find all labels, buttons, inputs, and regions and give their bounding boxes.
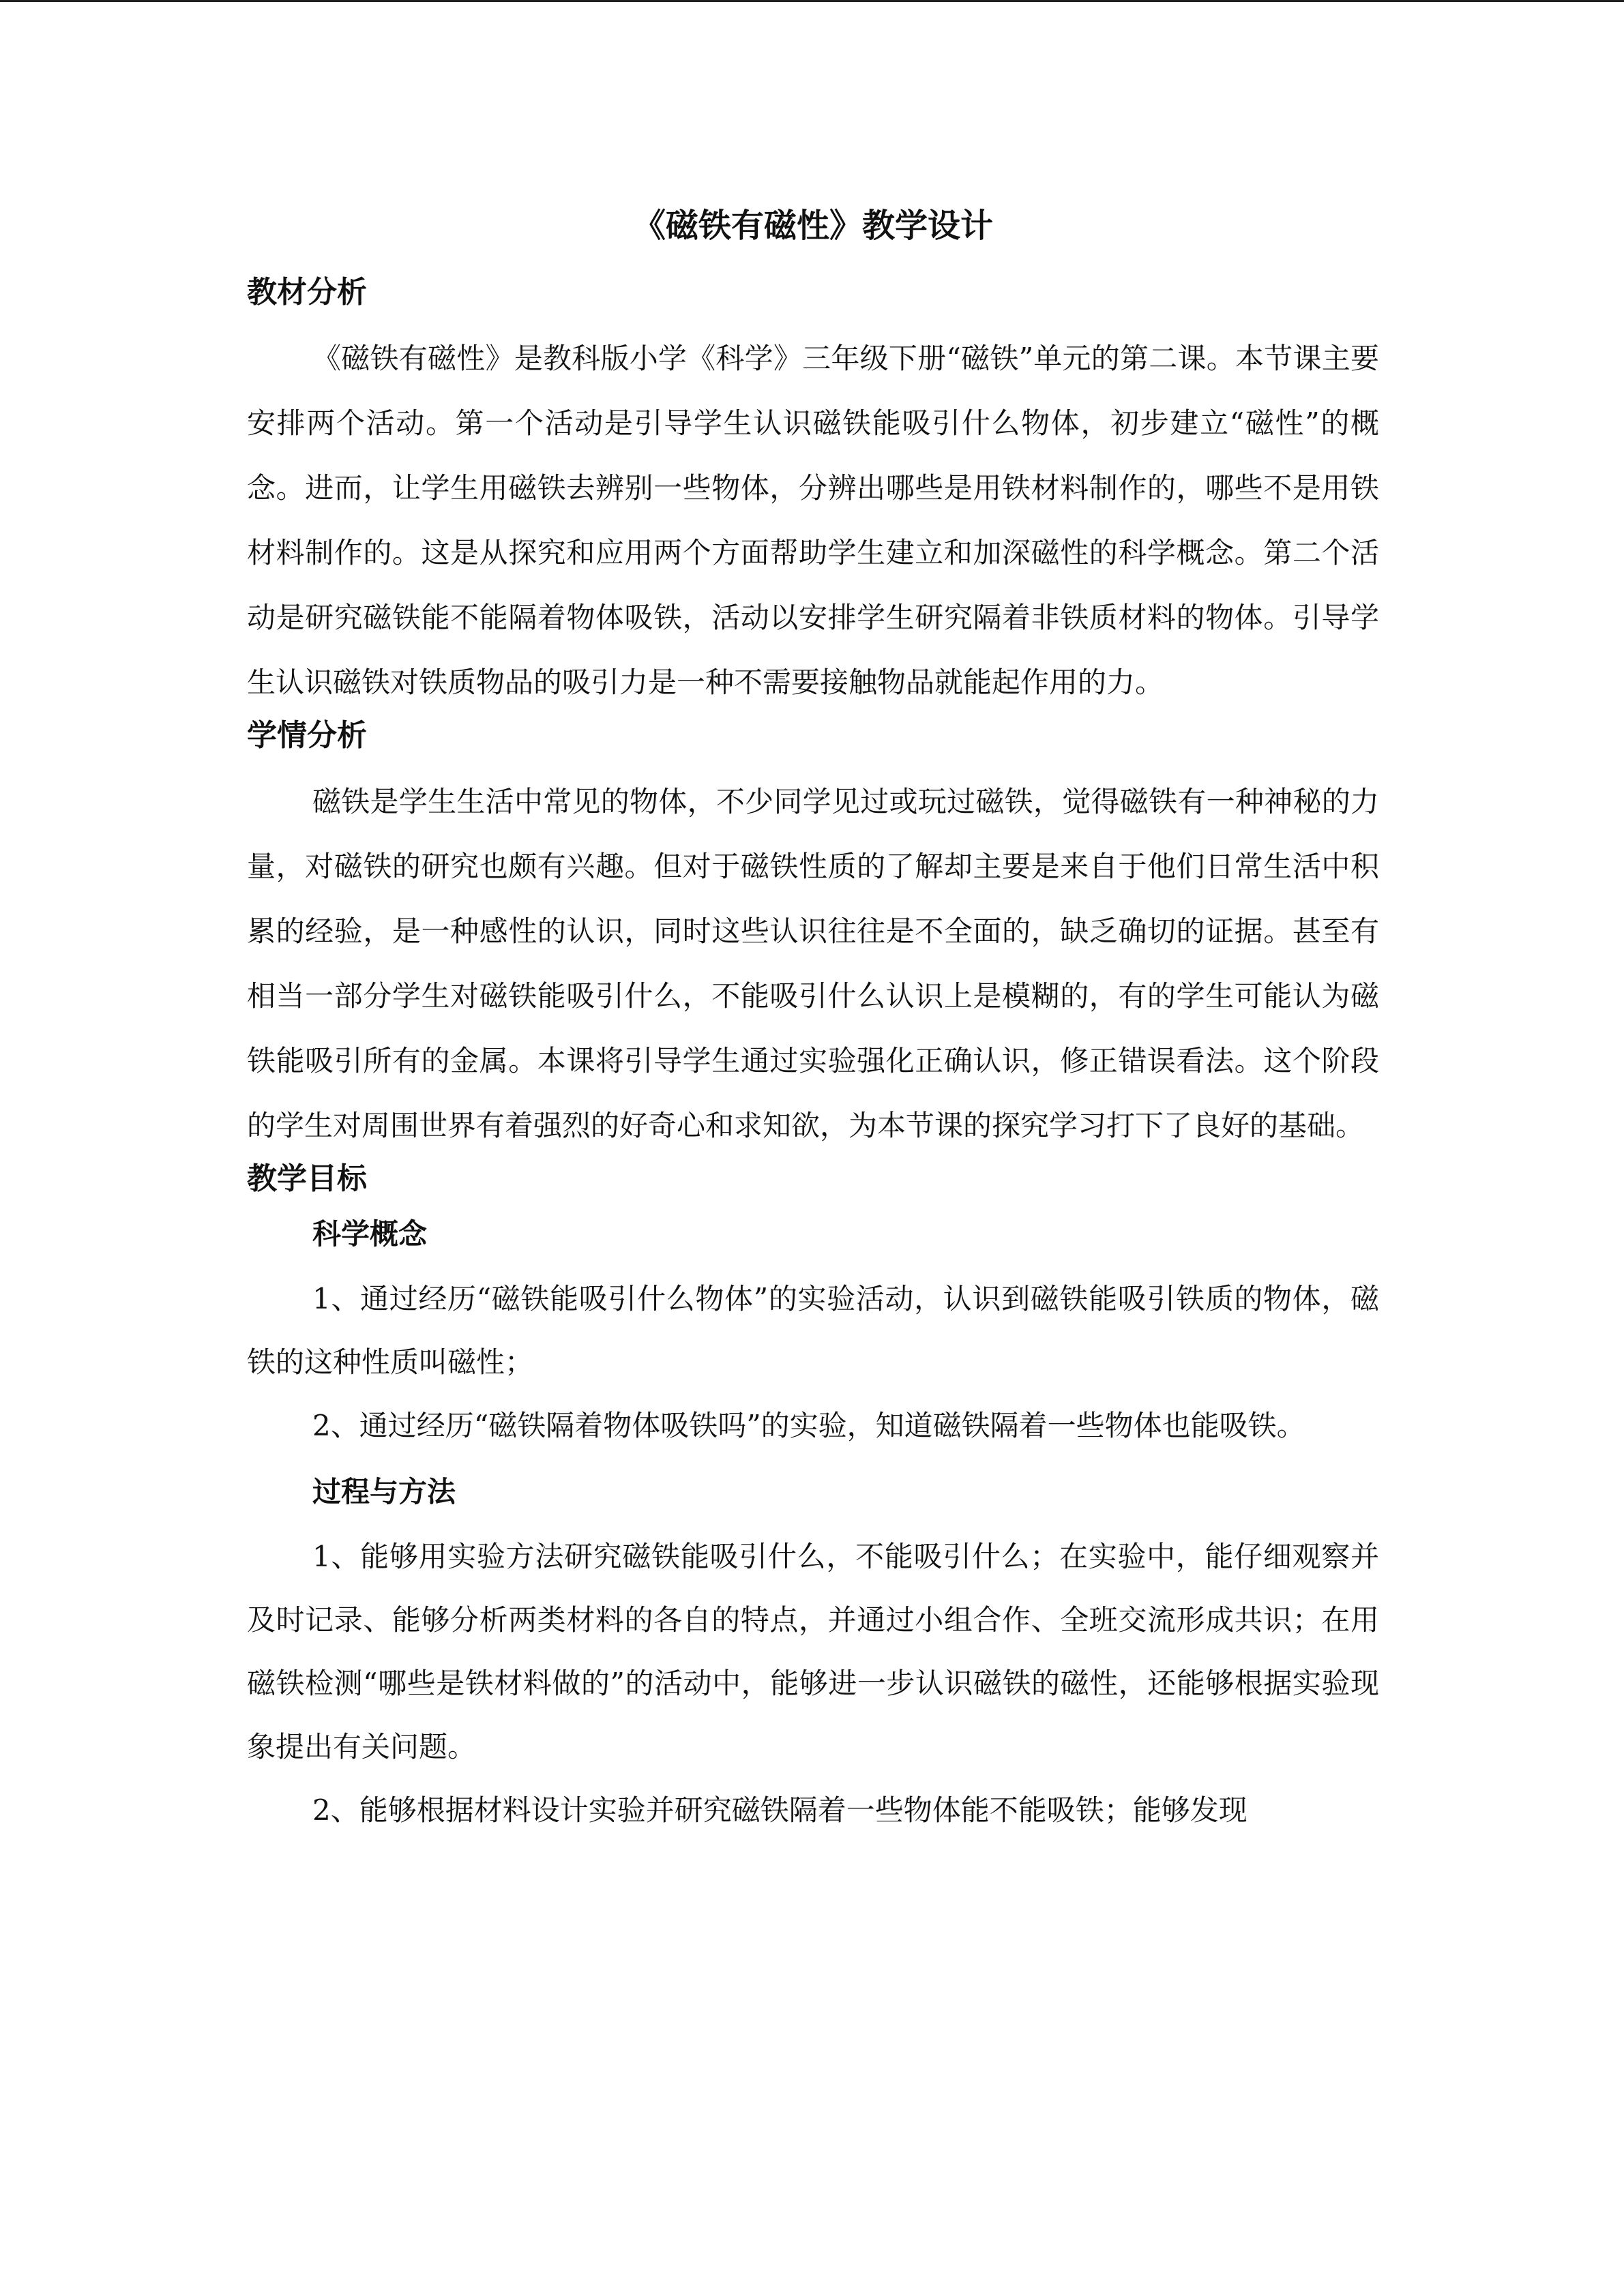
section-heading: 教材分析 xyxy=(247,275,367,310)
document-page xyxy=(247,205,1379,1842)
paragraph: 1、通过经历“磁铁能吸引什么物体”的实验活动，认识到磁铁能吸引铁质的物体，磁铁的这种性质叫磁性； xyxy=(247,1281,1379,1379)
paragraph: 1、能够用实验方法研究磁铁能吸引什么，不能吸引什么；在实验中，能仔细观察并及时记录、能够分析两类材料的各自的特点，并通过小组合作、全班交流形成共识；在用磁铁检测“哪些是铁材料做的”的活动中，能够进一步认识磁铁的磁性，还能够根据实验现象提出有关问题。 xyxy=(247,1539,1379,1763)
section-textbook-analysis xyxy=(247,271,1379,715)
section-teaching-objectives xyxy=(247,1158,1379,1842)
paragraph: 磁铁是学生生活中常见的物体，不少同学见过或玩过磁铁，觉得磁铁有一种神秘的力量，对磁铁的研究也颇有兴趣。但对于磁铁性质的了解却主要是来自于他们日常生活中积累的经验，是一种感性的认识，同时这些认识往往是不全面的，缺乏确切的证据。甚至有相当一部分学生对磁铁能吸引什么，不能吸引什么认识上是模糊的，有的学生可能认为磁铁能吸引所有的金属。本课将引导学生通过实验强化正确认识，修正错误看法。这个阶段的学生对周围世界有着强烈的好奇心和求知欲，为本节课的探究学习打下了良好的基础。 xyxy=(247,784,1379,1142)
paragraph: 2、通过经历“磁铁隔着物体吸铁吗”的实验，知道磁铁隔着一些物体也能吸铁。 xyxy=(312,1408,1305,1442)
subsection-heading: 科学概念 xyxy=(312,1217,428,1251)
section-student-analysis xyxy=(247,715,1379,1158)
paragraph: 《磁铁有磁性》是教科版小学《科学》三年级下册“磁铁”单元的第二课。本节课主要安排两个活动。第一个活动是引导学生认识磁铁能吸引什么物体，初步建立“磁性”的概念。进而，让学生用磁铁去辨别一些物体，分辨出哪些是用铁材料制作的，哪些不是用铁材料制作的。这是从探究和应用两个方面帮助学生建立和加深磁性的科学概念。第二个活动是研究磁铁能不能隔着物体吸铁，活动以安排学生研究隔着非铁质材料的物体。引导学生认识磁铁对铁质物品的吸引力是一种不需要接触物品就能起作用的力。 xyxy=(247,341,1379,699)
top-border-line xyxy=(0,0,1624,2)
paragraph: 2、能够根据材料设计实验并研究磁铁隔着一些物体能不能吸铁；能够发现 xyxy=(312,1793,1247,1827)
subsection-heading: 过程与方法 xyxy=(312,1474,456,1508)
section-heading: 教学目标 xyxy=(247,1161,367,1196)
section-heading: 学情分析 xyxy=(247,717,367,753)
document-title: 《磁铁有磁性》教学设计 xyxy=(632,207,993,245)
